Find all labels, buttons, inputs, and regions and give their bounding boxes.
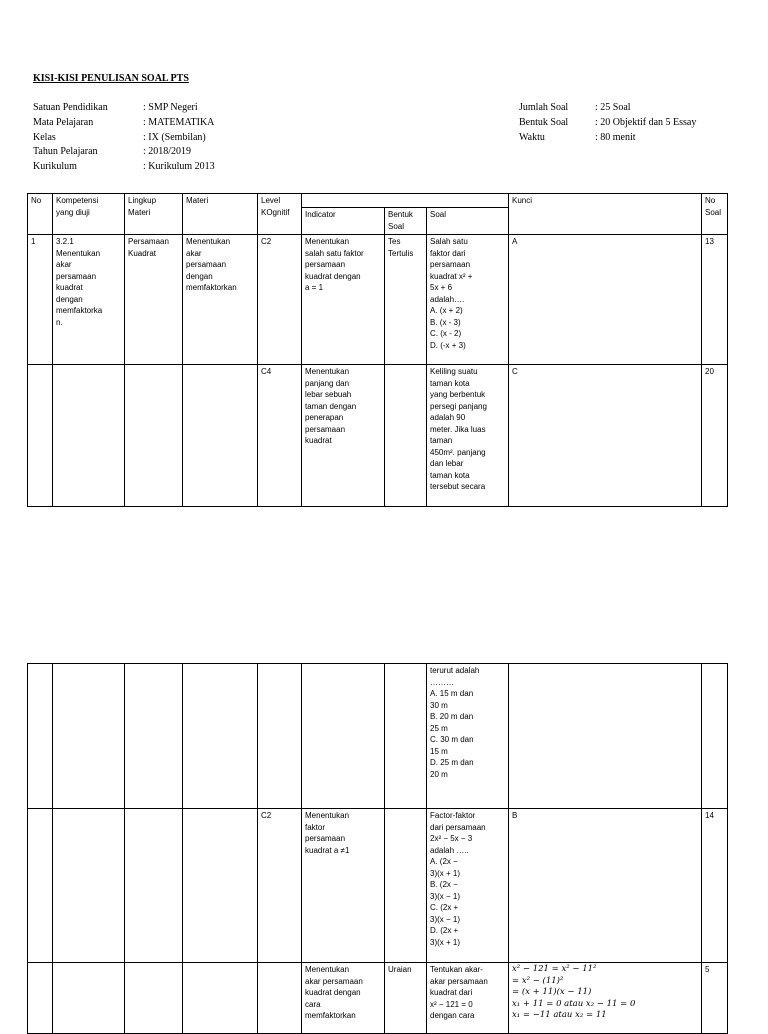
kisi-table-page-1 — [27, 193, 728, 507]
cell-level — [258, 664, 302, 809]
cell-no-soal: 14 — [702, 809, 728, 963]
meta-label: Mata Pelajaran — [33, 116, 94, 128]
meta-row — [519, 116, 696, 131]
cell-kunci: x² − 121 = x² − 11² = x² − (11)² = (x + 11)(x − 11) x₁ + 11 = 0 atau x₂ − 11 = 0 x₁ = −11 atau x₂ = 11 — [509, 963, 702, 1034]
cell-lingkup: Persamaan Kuadrat — [125, 235, 183, 365]
cell-lingkup — [125, 365, 183, 507]
cell-soal: terurut adalah ……… A. 15 m dan 30 m B. 20 m dan 25 m C. 30 m dan 15 m D. 25 m dan 20 m — [427, 664, 509, 809]
meta-value: : 80 menit — [595, 131, 636, 143]
meta-value: : IX (Sembilan) — [143, 131, 206, 143]
meta-label: Satuan Pendidikan — [33, 102, 108, 113]
cell-indicator: Menentukan akar persamaan kuadrat dengan cara memfaktorkan — [302, 963, 385, 1034]
kisi-table-page-2 — [27, 663, 728, 1034]
meta-label: Kurikulum — [33, 161, 77, 173]
meta-row — [33, 160, 215, 175]
meta-left — [33, 101, 215, 175]
cell-materi — [183, 664, 258, 809]
header-blank — [302, 194, 509, 208]
cell-kompetensi — [53, 963, 125, 1034]
cell-no-soal — [702, 664, 728, 809]
header-no-soal: No Soal — [702, 194, 728, 235]
cell-soal: Keliling suatu taman kota yang berbentuk persegi panjang adalah 90 meter. Jika luas taman 450m². panjang dan lebar taman kota tersebut secara — [427, 365, 509, 507]
cell-indicator: Menentukan faktor persamaan kuadrat a ≠1 — [302, 809, 385, 963]
header-indicator: Indicator — [302, 208, 385, 235]
header-no: No — [28, 194, 53, 235]
meta-right — [519, 101, 696, 145]
table-row — [28, 664, 728, 809]
meta-row — [519, 131, 696, 146]
cell-soal: Tentukan akar- akar persamaan kuadrat dari x² − 121 = 0 dengan cara — [427, 963, 509, 1034]
cell-kompetensi — [53, 365, 125, 507]
meta-value: : 25 Soal — [595, 102, 631, 113]
cell-indicator: Menentukan salah satu faktor persamaan kuadrat dengan a = 1 — [302, 235, 385, 365]
header-kompetensi: Kompetensi yang diuji — [53, 194, 125, 235]
meta-value: : MATEMATIKA — [143, 116, 215, 128]
cell-bentuk: Tes Tertulis — [385, 235, 427, 365]
meta-label: Jumlah Soal — [519, 102, 569, 113]
table-row — [28, 365, 728, 507]
cell-lingkup — [125, 963, 183, 1034]
header-materi: Materi — [183, 194, 258, 235]
cell-indicator: Menentukan panjang dan lebar sebuah taman dengan penerapan persamaan kuadrat — [302, 365, 385, 507]
meta-row — [33, 101, 215, 116]
cell-no — [28, 365, 53, 507]
meta-label: Tahun Pelajaran — [33, 146, 98, 158]
cell-bentuk — [385, 365, 427, 507]
cell-level — [258, 963, 302, 1034]
cell-soal: Salah satu faktor dari persamaan kuadrat x² + 5x + 6 adalah…. A. (x + 2) B. (x - 3) C. (x - 2) D. (-x + 3) — [427, 235, 509, 365]
cell-no-soal: 20 — [702, 365, 728, 507]
table-header-row — [28, 194, 728, 208]
cell-no — [28, 809, 53, 963]
meta-value: : Kurikulum 2013 — [143, 161, 215, 173]
table-row — [28, 235, 728, 365]
meta-row — [33, 145, 215, 160]
cell-kunci: C — [509, 365, 702, 507]
header-bentuk: Bentuk Soal — [385, 208, 427, 235]
cell-no: 1 — [28, 235, 53, 365]
meta-row — [33, 131, 215, 146]
meta-value: : SMP Negeri — [143, 102, 198, 113]
header-soal: Soal — [427, 208, 509, 235]
header-lingkup: Lingkup Materi — [125, 194, 183, 235]
header-level: Level KOgnitif — [258, 194, 302, 235]
meta-row — [33, 116, 215, 131]
table-row — [28, 809, 728, 963]
table-row — [28, 963, 728, 1034]
cell-level: C2 — [258, 235, 302, 365]
cell-lingkup — [125, 664, 183, 809]
cell-level: C4 — [258, 365, 302, 507]
header-kunci: Kunci — [509, 194, 702, 235]
meta-value: : 2018/2019 — [143, 146, 192, 158]
meta-label: Waktu — [519, 131, 545, 143]
meta-value: : 20 Objektif dan 5 Essay — [595, 116, 697, 128]
cell-no — [28, 963, 53, 1034]
cell-bentuk — [385, 809, 427, 963]
meta-label: Bentuk Soal — [519, 116, 569, 128]
meta-row — [519, 101, 696, 116]
cell-indicator — [302, 664, 385, 809]
cell-kunci — [509, 664, 702, 809]
cell-bentuk: Uraian — [385, 963, 427, 1034]
document-title: KISI-KISI PENULISAN SOAL PTS — [33, 73, 189, 84]
meta-label: Kelas — [33, 131, 56, 143]
cell-no-soal: 5 — [702, 963, 728, 1034]
cell-materi — [183, 365, 258, 507]
cell-materi — [183, 809, 258, 963]
cell-kompetensi — [53, 809, 125, 963]
cell-no-soal: 13 — [702, 235, 728, 365]
cell-materi: Menentukan akar persamaan dengan memfaktorkan — [183, 235, 258, 365]
cell-no — [28, 664, 53, 809]
cell-kunci: B — [509, 809, 702, 963]
cell-kompetensi — [53, 664, 125, 809]
cell-lingkup — [125, 809, 183, 963]
cell-soal: Factor-faktor dari persamaan 2x² − 5x − 3 adalah ….. A. (2x − 3)(x + 1) B. (2x − 3)(x − 1) C. (2x + 3)(x − 1) D. (2x + 3)(x + 1) — [427, 809, 509, 963]
cell-bentuk — [385, 664, 427, 809]
cell-kompetensi: 3.2.1 Menentukan akar persamaan kuadrat dengan memfaktorka n. — [53, 235, 125, 365]
cell-level: C2 — [258, 809, 302, 963]
cell-materi — [183, 963, 258, 1034]
cell-kunci: A — [509, 235, 702, 365]
